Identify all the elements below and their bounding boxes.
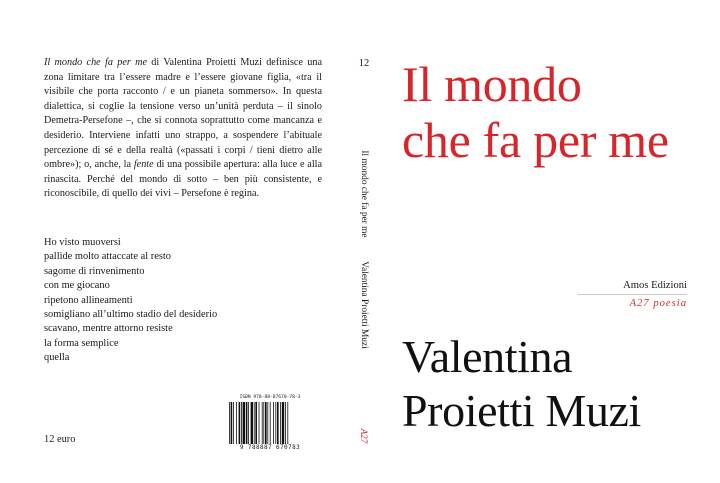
isbn-text: ISBN 978-88-87670-78-3 — [239, 395, 301, 400]
blurb-text-part-1: di Valentina Proietti Muzi definisce una zona limitare tra l’essere madre e l’essere giovane figlia, «tra il visibile che porta racconto / e un pianeta sommerso». In questa dialettica, si coglie la tensione verso un’unità perduta – il sinolo Demetra-Persefone –, che si connota soprattutto come mancanza e desiderio. Interviene infatti uno strappo, a sospendere l’abituale percezione di sé e della realtà («passati i corpi / tieni dietro alle ombre»); o, anche, la — [44, 57, 322, 171]
front-author — [402, 330, 641, 438]
front-title-line-1: Il mondo — [402, 56, 582, 112]
publisher-divider — [578, 294, 687, 295]
front-author-line-1: Valentina — [402, 331, 573, 382]
isbn-barcode — [224, 395, 316, 453]
poem-line: Ho visto muoversi — [44, 237, 121, 248]
front-title-line-2: che fa per me — [402, 112, 669, 168]
blurb-book-title: Il mondo che fa per me — [44, 57, 147, 68]
spine-title: Il mondo che fa per me — [359, 150, 369, 238]
publisher-name: Amos Edizioni — [623, 280, 687, 291]
back-cover-poem — [44, 236, 314, 366]
poem-line: sagome di rinvenimento — [44, 265, 145, 277]
spine-number: 12 — [358, 58, 370, 69]
series-label: A27 poesia — [629, 298, 687, 309]
spine-series: A27 — [359, 428, 369, 444]
poem-line: ripetono allineamenti — [44, 294, 133, 306]
blurb-text-part-2: di una possibile apertura: alla luce e alla rinascita. Perché del mondo di sotto – ben più consistente, e riconoscibile, di quello dei vivi – Persefone è regina. — [44, 159, 323, 200]
poem-line: pallide molto attaccate al resto — [44, 251, 171, 263]
barcode-digits: 9 788887 670783 — [239, 444, 301, 451]
poem-line: scavano, mentre attorno resiste — [44, 323, 173, 335]
blurb-word-fente: fente — [133, 159, 154, 171]
back-cover-blurb — [44, 56, 322, 202]
front-title — [402, 56, 669, 168]
barcode-bars — [229, 402, 311, 444]
poem-line: la forma semplice — [44, 337, 119, 349]
poem-line: somigliano all’ultimo stadio del desiderio — [44, 309, 218, 321]
price-label: 12 euro — [44, 434, 76, 445]
poem-line: con me giocano — [44, 280, 110, 292]
poem-line: quella — [44, 352, 70, 364]
spine-author: Valentina Proietti Muzi — [359, 261, 369, 349]
front-author-line-2: Proietti Muzi — [402, 385, 641, 436]
